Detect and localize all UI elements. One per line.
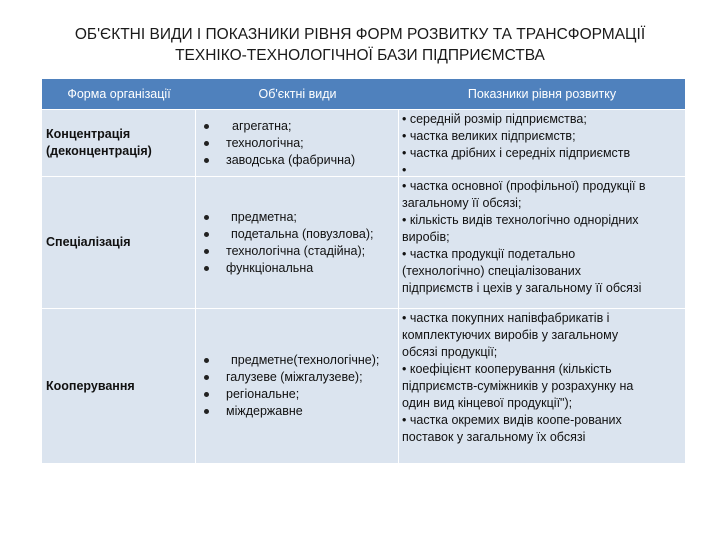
title-line-1: ОБ'ЄКТНІ ВИДИ І ПОКАЗНИКИ РІВНЯ ФОРМ РОЗВИТКУ ТА ТРАНСФОРМАЦІЇ: [74, 26, 646, 43]
form-cell: [42, 309, 196, 463]
indicator-line: • частка дрібних і середніх підприємств: [402, 146, 631, 160]
types-cell: [196, 177, 399, 308]
table-row: [42, 308, 685, 463]
list-item: заводська (фабрична): [200, 152, 355, 169]
indicator-line: •: [402, 163, 407, 177]
indicators-cell: [399, 177, 685, 308]
list-item: функціональна: [200, 260, 374, 277]
types-list: [200, 118, 355, 169]
indicator-line: • частка покупних напівфабрикатів і: [402, 311, 610, 325]
indicators-cell: [399, 110, 685, 176]
indicator-line: поставок у загальному їх обсязі: [402, 430, 586, 444]
form-label: Концентрація: [46, 127, 131, 141]
indicators-cell: [399, 309, 685, 463]
form-label: Спеціалізація: [46, 235, 131, 249]
list-item: галузеве (міжгалузеве);: [200, 369, 379, 386]
list-item: подетальна (повузлова);: [200, 226, 374, 243]
indicator-line: загальному її обсязі;: [402, 196, 522, 210]
indicator-line: • середній розмір підприємства;: [402, 112, 587, 126]
indicator-line: (технологічно) спеціалізованих: [402, 264, 582, 278]
indicator-line: обсязі продукції;: [402, 345, 498, 359]
list-item: міждержавне: [200, 403, 379, 420]
table-row: [42, 176, 685, 308]
form-label: (деконцентрація): [46, 144, 152, 158]
types-cell: [196, 110, 399, 176]
list-item: предметне(технологічне);: [200, 352, 379, 369]
list-item: агрегатна;: [200, 118, 355, 135]
indicator-line: виробів;: [402, 230, 450, 244]
header-form: Форма організації: [67, 87, 171, 101]
indicator-line: комплектуючих виробів у загальному: [402, 328, 619, 342]
types-cell: [196, 309, 399, 463]
indicator-line: • частка продукції подетально: [402, 247, 576, 261]
form-label: Кооперування: [46, 378, 135, 393]
indicator-line: підприємств і цехів у загальному її обсязі: [402, 281, 642, 295]
indicator-line: один вид кінцевої продукції");: [402, 396, 573, 410]
header-types: Об'єктні види: [258, 87, 337, 101]
header-indicators: Показники рівня розвитку: [467, 87, 617, 101]
list-item: технологічна (стадійна);: [200, 243, 374, 260]
indicator-line: • частка окремих видів коопе-рованих: [402, 413, 622, 427]
list-item: технологічна;: [200, 135, 355, 152]
forms-table: [42, 79, 685, 463]
indicator-line: підприємств-суміжників у розрахунку на: [402, 379, 634, 393]
table-row: [42, 109, 685, 176]
form-cell: [42, 177, 196, 308]
indicator-line: • частка великих підприємств;: [402, 129, 576, 143]
page-title: [40, 24, 680, 66]
indicator-line: • частка основної (профільної) продукції в: [402, 179, 646, 193]
types-list: [200, 352, 379, 420]
form-cell: [42, 110, 196, 176]
list-item: регіональне;: [200, 386, 379, 403]
title-line-2: ТЕХНІКО-ТЕХНОЛОГІЧНОЇ БАЗИ ПІДПРИЄМСТВА: [175, 47, 545, 64]
indicator-line: • кількість видів технологічно однорідних: [402, 213, 639, 227]
indicator-line: • коефіцієнт кооперування (кількість: [402, 362, 612, 376]
list-item: предметна;: [200, 209, 374, 226]
types-list: [200, 209, 374, 277]
table-header: [42, 79, 685, 109]
